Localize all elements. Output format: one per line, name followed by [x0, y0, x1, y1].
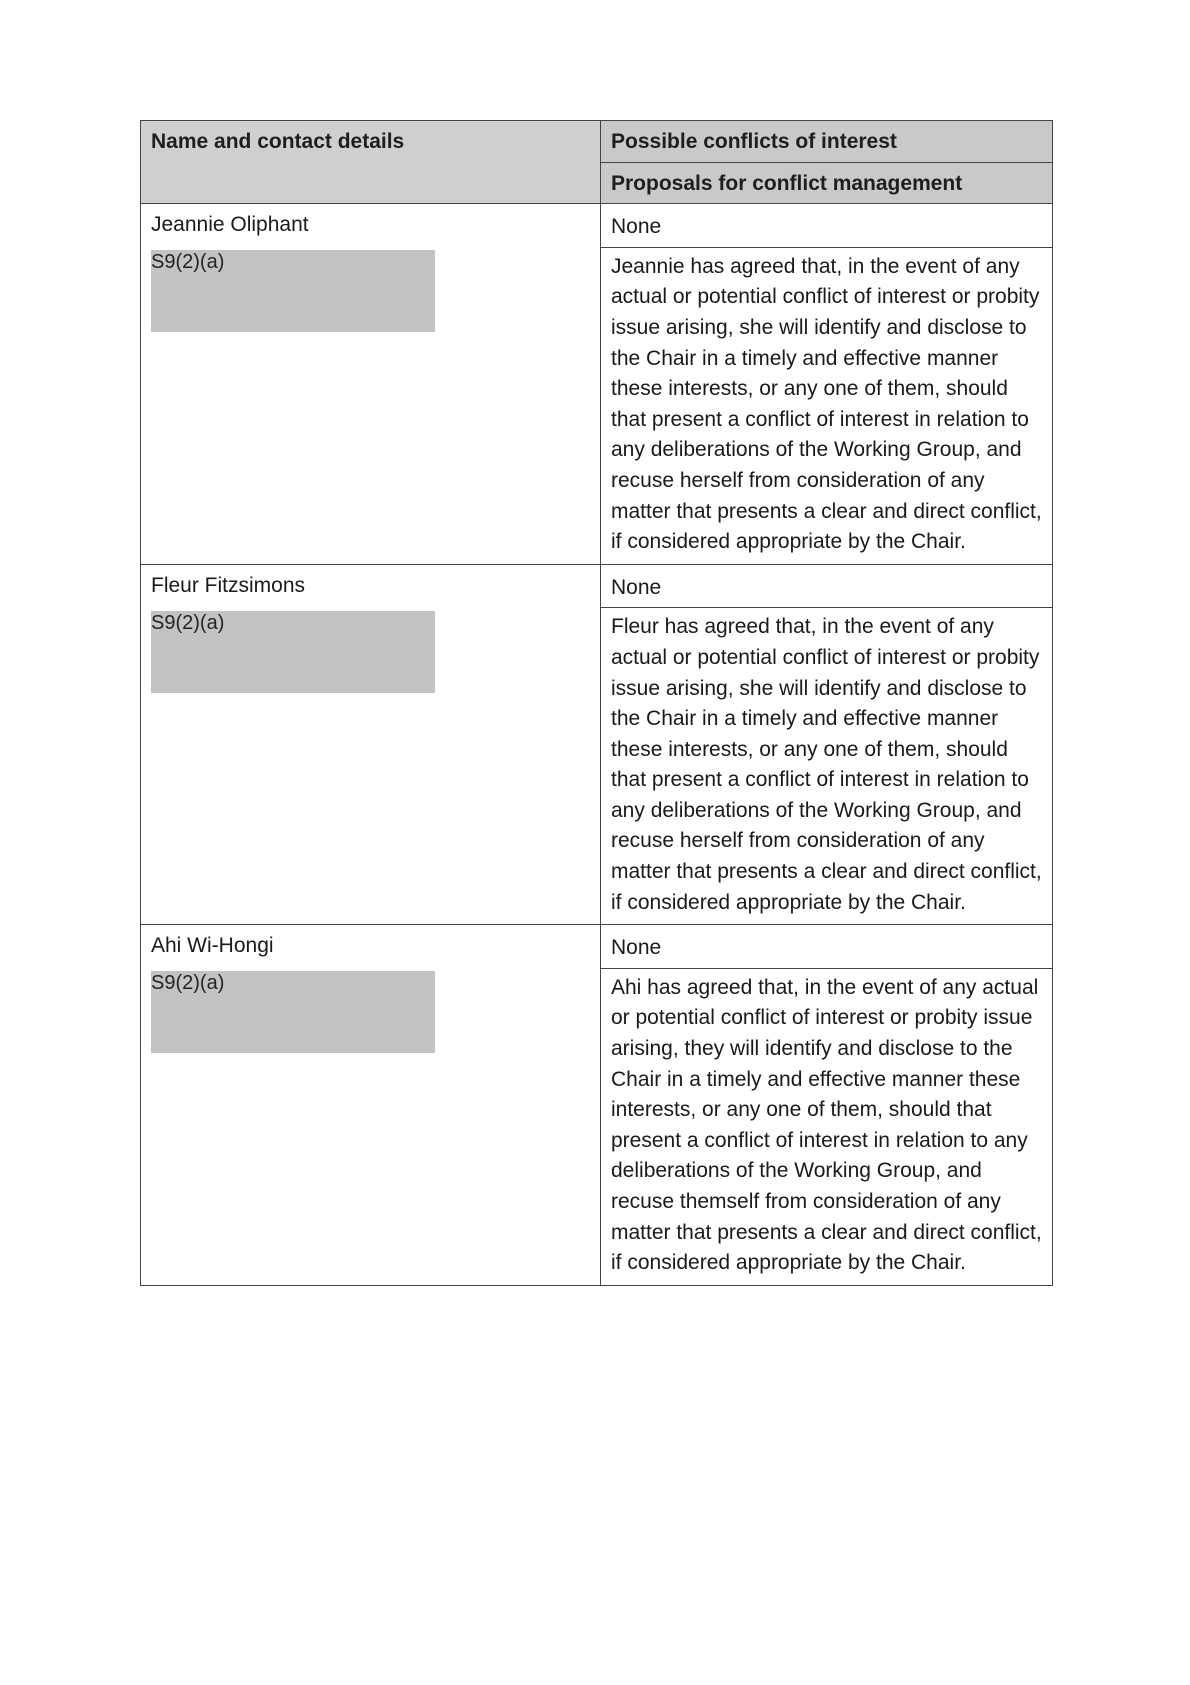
redaction-box	[151, 611, 435, 693]
redaction-label: S9(2)(a)	[151, 251, 225, 274]
management-proposal: Fleur has agreed that, in the event of any actual or potential conflict of interest or probity issue arising, she will identify and disclose to the Chair in a timely and effective manner these interests, or any one of them, should that present a conflict of interest in relation to any deliberations of the Working Group, and recuse herself from consideration of any matter that presents a clear and direct conflict, if considered appropriate by the Chair.	[601, 608, 1053, 925]
member-cell	[141, 204, 601, 565]
management-proposal: Ahi has agreed that, in the event of any actual or potential conflict of interest or probity issue arising, they will identify and disclose to the Chair in a timely and effective manner these interests, or any one of them, should that present a conflict of interest in relation to any deliberations of the Working Group, and recuse themself from consideration of any matter that presents a clear and direct conflict, if considered appropriate by the Chair.	[601, 968, 1053, 1285]
member-cell	[141, 564, 601, 925]
member-cell	[141, 925, 601, 1286]
member-name: Jeannie Oliphant	[151, 213, 309, 237]
table-row	[141, 925, 1053, 969]
redaction	[151, 971, 590, 1053]
header-conflict-management: Proposals for conflict management	[601, 162, 1053, 204]
table-row	[141, 204, 1053, 248]
redaction	[151, 250, 590, 332]
header-name-contact: Name and contact details	[141, 121, 601, 204]
conflicts-value: None	[601, 925, 1053, 969]
conflicts-value: None	[601, 564, 1053, 608]
header-possible-conflicts: Possible conflicts of interest	[601, 121, 1053, 163]
redaction-label: S9(2)(a)	[151, 972, 225, 995]
member-name: Ahi Wi-Hongi	[151, 934, 274, 958]
redaction-box	[151, 250, 435, 332]
conflicts-of-interest-table	[140, 120, 1053, 1286]
conflicts-value: None	[601, 204, 1053, 248]
table-row	[141, 564, 1053, 608]
table-header-row-1	[141, 121, 1053, 163]
redaction	[151, 611, 590, 693]
redaction-box	[151, 971, 435, 1053]
redaction-label: S9(2)(a)	[151, 611, 225, 634]
member-name: Fleur Fitzsimons	[151, 573, 306, 597]
management-proposal: Jeannie has agreed that, in the event of any actual or potential conflict of interest or probity issue arising, she will identify and disclose to the Chair in a timely and effective manner these interests, or any one of them, should that present a conflict of interest in relation to any deliberations of the Working Group, and recuse herself from consideration of any matter that presents a clear and direct conflict, if considered appropriate by the Chair.	[601, 247, 1053, 564]
